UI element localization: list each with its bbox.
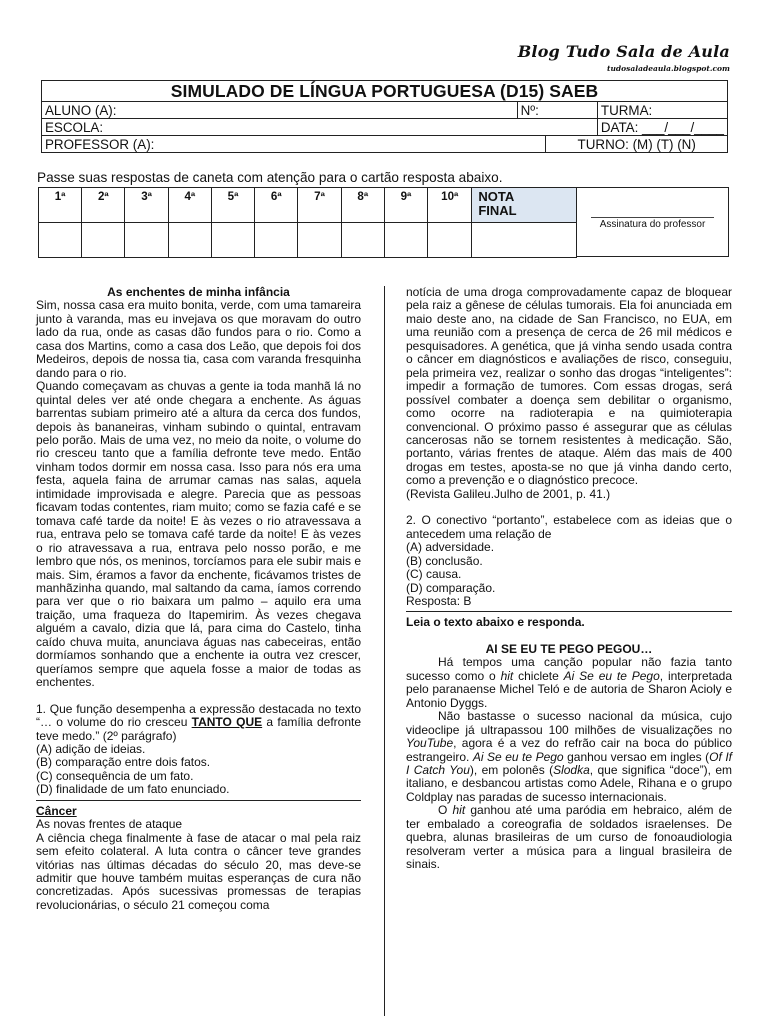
- answer-card: [38, 187, 577, 258]
- text3-title: AI SE EU TE PEGO PEGOU…: [485, 641, 653, 656]
- question-1-highlight: TANTO QUE: [191, 715, 263, 730]
- escola-field: ESCOLA:: [42, 119, 598, 136]
- blog-title: Blog Tudo Sala de Aula: [517, 42, 730, 61]
- question-1-text-b: a família defronte teve medo.” (2º parágrafo): [36, 715, 362, 743]
- signature-box[interactable]: [577, 187, 729, 257]
- text3-p1-c: , interpretada pelo paranaense Michel Teló e de autoria de Sharon Acioly e Antonio Dyggs.: [406, 668, 732, 710]
- right-column: [406, 286, 732, 872]
- nota-final-label: [472, 188, 577, 223]
- answer-header-2: 2ª: [82, 188, 125, 223]
- nota-final-box[interactable]: [472, 223, 577, 258]
- column-divider: [384, 286, 385, 1016]
- header-form: [41, 80, 728, 153]
- answer-header-3: 3ª: [125, 188, 168, 223]
- turno-field: TURNO: (M) (T) (N): [546, 136, 728, 153]
- text3-p2-d: ), em polonês (: [469, 762, 554, 777]
- signature-label: Assinatura do professor: [599, 219, 706, 230]
- aluno-field: ALUNO (A):: [42, 102, 518, 119]
- nota-line2: FINAL: [478, 203, 517, 218]
- text1-paragraph-1: Sim, nossa casa era muito bonita, verde, com uma tamareira junto à varanda, mas eu invejava os que moravam do outro lado da rua, onde as casas dão fundos para o rio. Como a casa dos Martins, como a casa dos Leão, que depois foi dos Medeiros, depois de nossa tia, casa com varanda fresquinha dando para o rio.: [36, 298, 361, 380]
- answer-box-4[interactable]: [168, 223, 211, 258]
- answer-box-9[interactable]: [384, 223, 427, 258]
- text3-p1-b: chiclete: [513, 668, 564, 683]
- text2-label: Câncer: [36, 803, 77, 818]
- text3-p2-e: , que significa “doce”), em italiano, e desbancou artistas como Adele, Rihana e o grupo Coldplay nas paradas de sucesso internacionais.: [406, 762, 732, 804]
- text3-p1-song: Ai Se eu te Pego: [563, 668, 660, 683]
- text3-paragraph-2: [406, 710, 732, 804]
- answer-header-1: 1ª: [39, 188, 82, 223]
- blog-url: tudosaladeaula.blogspot.com: [607, 64, 730, 73]
- question-2-option-c: (C) causa.: [406, 567, 462, 582]
- question-1-stem: [36, 703, 361, 743]
- question-2-stem: 2. O conectivo “portanto”, estabelece com as ideias que o antecedem uma relação de: [406, 513, 732, 541]
- answer-header-5: 5ª: [211, 188, 254, 223]
- text2-paragraph-1: A ciência chega finalmente à fase de atacar o mal pela raiz sem efeito colateral. A luta contra o câncer teve grandes vitórias nas últimas décadas do século 20, mas deve-se admitir que houve também muitas esperanças de cura não concretizadas. Após sucessivas promessas de terapias revolucionárias, o século 21 começou coma: [36, 830, 361, 912]
- text3-p2-youtube: YouTube: [406, 736, 454, 751]
- answer-box-1[interactable]: [39, 223, 82, 258]
- answer-box-10[interactable]: [428, 223, 472, 258]
- text2-paragraph-2: notícia de uma droga comprovadamente capaz de bloquear pela raiz a gênese de células tumorais. Ela foi anunciada em maio deste ano, na cidade de San Francisco, no EUA, em uma reunião com a presença de cerca de 26 mil médicos e pesquisadores. A genética, que já vinha sendo usada contra o câncer em diagnósticos e avaliações de risco, conseguiu, pela primeira vez, realizar o sonho das drogas “inteligentes”: impedir a formação de tumores. Com essas drogas, será possível combater a doença sem debilitar o organismo, como ocorre na radioterapia e na quimioterapia convencional. O próximo passo é assegurar que as células cancerosas não se tornem resistentes à medicação. São, portanto, várias frentes de ataque. Além das mais de 400 drogas em testes, aposta-se no que já vinha dando certo, como a prevenção e o diagnóstico precoce.: [406, 285, 732, 488]
- left-column: [36, 286, 361, 912]
- numero-field: Nº:: [517, 102, 597, 119]
- data-field: DATA: ___/___/____: [597, 119, 727, 136]
- question-2-answer: Resposta: B: [406, 593, 472, 608]
- text3-paragraph-3: [406, 804, 732, 871]
- answer-box-3[interactable]: [125, 223, 168, 258]
- question-2-option-a: (A) adversidade.: [406, 540, 495, 555]
- signature-line: [591, 217, 714, 218]
- question-2-option-d: (D) comparação.: [406, 580, 496, 595]
- text2-source: (Revista Galileu.Julho de 2001, p. 41.): [406, 486, 611, 501]
- answer-box-5[interactable]: [211, 223, 254, 258]
- question-1-option-a: (A) adição de ideias.: [36, 741, 146, 756]
- question-1-text-a: 1. Que função desempenha a expressão destacada no texto “… o volume do rio cresceu: [36, 701, 361, 730]
- question-1-option-b: (B) comparação entre dois fatos.: [36, 755, 211, 770]
- answer-box-8[interactable]: [341, 223, 384, 258]
- text3-p1-a: Há tempos uma canção popular não fazia tanto sucesso como o: [406, 655, 732, 683]
- answer-header-6: 6ª: [255, 188, 298, 223]
- text3-instruction: Leia o texto abaixo e responda.: [406, 615, 585, 630]
- text3-p3-b: ganhou até uma paródia em hebraico, além de ter embalado a coreografia de soldados israelenses. De quebra, alunas brasileiras de um curso de fonoaudiologia resolveram verter a música para a lingual brasileira de sinais.: [406, 803, 732, 872]
- exam-title: SIMULADO DE LÍNGUA PORTUGUESA (D15) SAEB: [42, 81, 728, 102]
- text3-p1-hit: hit: [500, 668, 514, 683]
- question-1-option-d: (D) finalidade de um fato enunciado.: [36, 782, 230, 797]
- answer-header-9: 9ª: [384, 188, 427, 223]
- text1-title: As enchentes de minha infância: [107, 285, 290, 299]
- turma-field: TURMA:: [597, 102, 727, 119]
- text3-p2-a: Não bastasse o sucesso nacional da música, cujo videoclipe já ultrapassou 100 milhões de visualizações no: [406, 709, 732, 737]
- text1-paragraph-2: Quando começavam as chuvas a gente ia toda manhã lá no quintal deles ver até onde chegara a enchente. As águas barrentas subiam primeiro até a altura da cerca dos fundos, depois às bananeiras, vinham subindo o quintal, entravam pelo porão. Mais de uma vez, no meio da noite, o volume do rio cresceu tanto que a família defronte teve medo. Então vinham todos dormir em nossa casa. Isso para nós era uma festa, aquela faina de arrumar camas nas salas, aquela intimidade improvisada e alegre. Parecia que as pessoas ficavam todas contentes, riam muito; como se fazia café e se tomava café tarde da noite! E às vezes o rio atravessava a rua, entrava pelo se tomava café tarde da noite! E às vezes o rio atravessava a rua, entrava pelo nosso porão, e me lembro que nós, os meninos, torcíamos para ele subir mais e mais. Sim, éramos a favor da enchente, ficávamos tristes de manhãzinha quando, mal saltando da cama, íamos correndo para ver que o rio baixara um palmo – aquilo era uma traição, uma fraqueza do Itapemirim. Às vezes chegava alguém a cavalo, dizia que lá, para cima do Castelo, tinha caído chuva muita, anunciava águas nas cabeceiras, então dormíamos sonhando que a enchente ia outra vez crescer, queríamos sempre que aquela fosse a maior de todas as enchentes.: [36, 379, 361, 690]
- text3-p2-b: , agora é a vez do refrão cair na boca do público estrangeiro.: [406, 736, 732, 764]
- text2-subtitle: As novas frentes de ataque: [36, 817, 183, 832]
- question-2-option-b: (B) conclusão.: [406, 553, 483, 568]
- nota-line1: NOTA: [478, 189, 515, 204]
- answer-instructions: Passe suas respostas de caneta com atenção para o cartão resposta abaixo.: [37, 170, 503, 185]
- answer-box-7[interactable]: [298, 223, 341, 258]
- section-divider-right: [406, 611, 732, 612]
- answer-header-7: 7ª: [298, 188, 341, 223]
- text3-p2-english-title: Of If I Catch You: [406, 749, 733, 777]
- answer-header-4: 4ª: [168, 188, 211, 223]
- answer-box-6[interactable]: [255, 223, 298, 258]
- text3-p3-a: O: [438, 803, 453, 818]
- text3-p3-hit: hit: [452, 803, 466, 818]
- text3-p2-c: ganhou versao em ingles (: [563, 749, 710, 764]
- answer-header-10: 10ª: [428, 188, 472, 223]
- question-1-option-c: (C) consequência de um fato.: [36, 768, 194, 783]
- section-divider: [36, 800, 361, 801]
- answer-header-8: 8ª: [341, 188, 384, 223]
- text3-paragraph-1: [406, 656, 732, 710]
- answer-box-2[interactable]: [82, 223, 125, 258]
- text3-p2-polish-title: Slodka: [553, 762, 590, 777]
- text3-p2-song: Ai Se eu te Pego: [472, 749, 564, 764]
- professor-field: PROFESSOR (A):: [42, 136, 546, 153]
